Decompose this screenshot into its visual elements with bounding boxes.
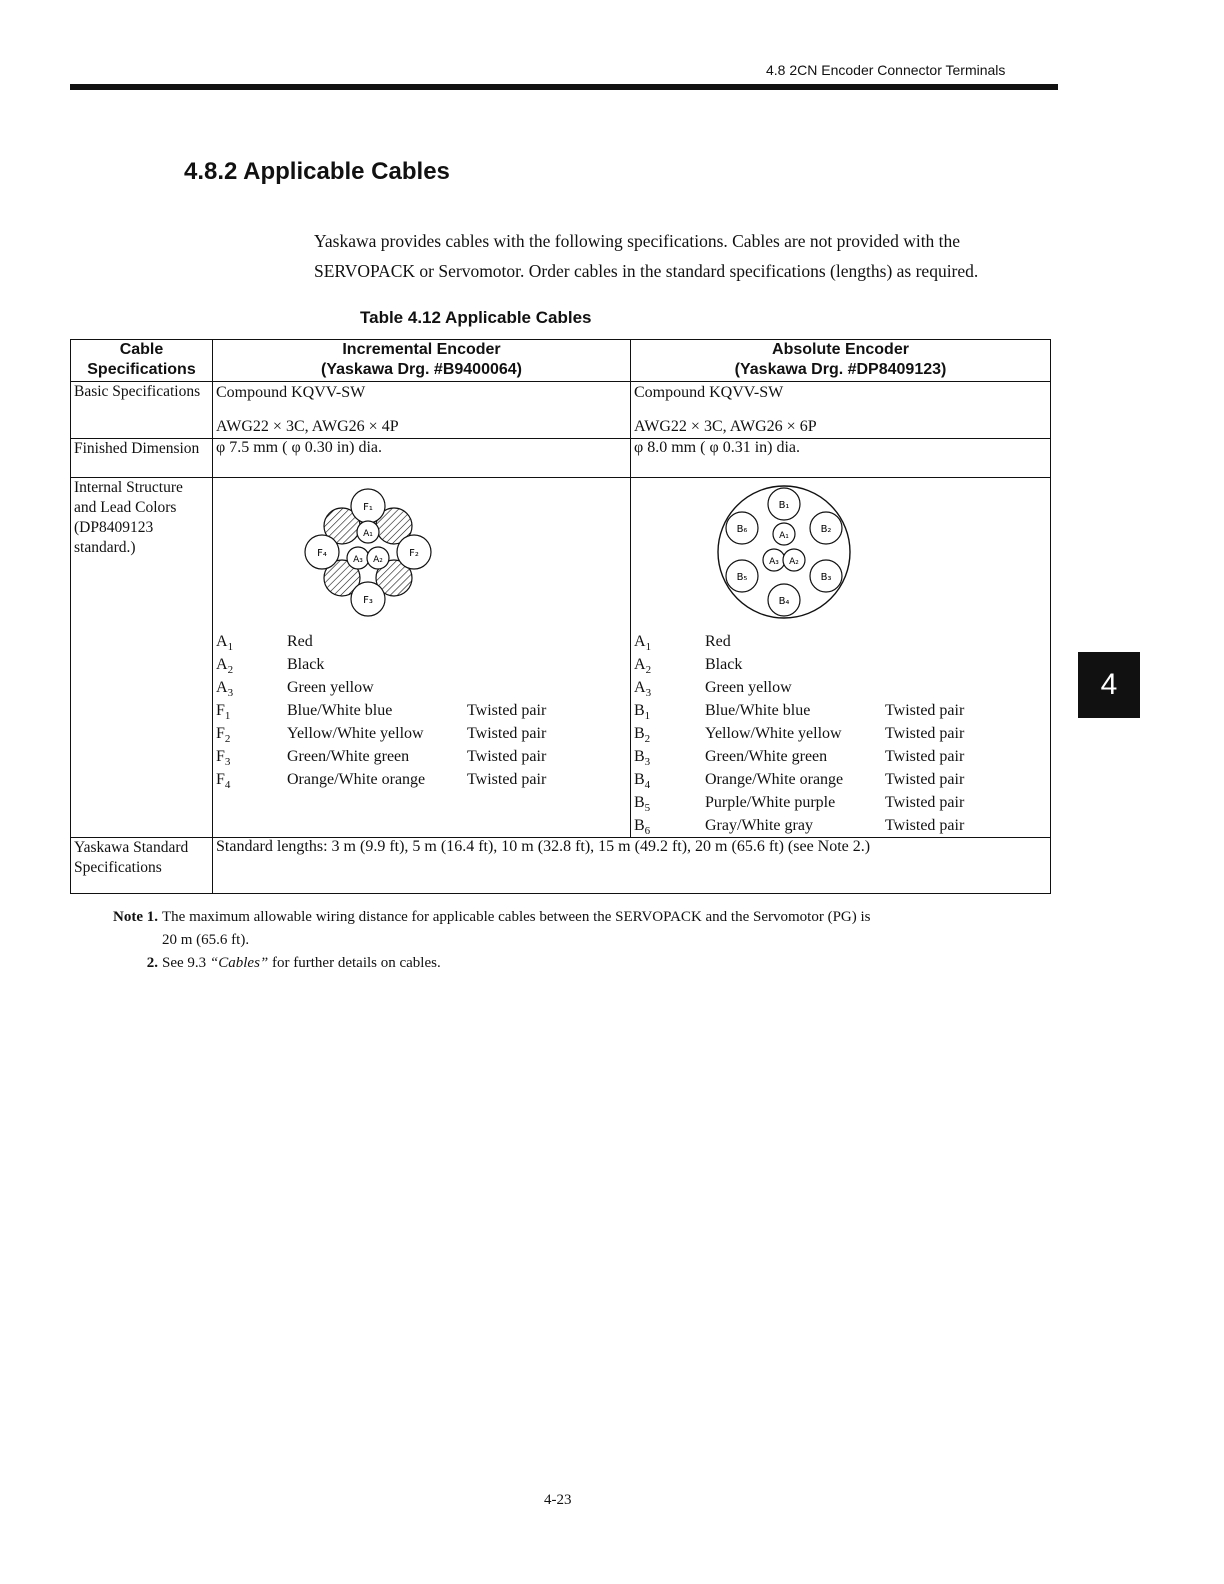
lead-code: $F_4$ <box>216 771 231 792</box>
cell-finished-incremental: φ 7.5 mm ( φ 0.30 in) dia. <box>213 439 631 478</box>
lead-row <box>634 791 1047 814</box>
cell-internal-incremental <box>213 478 631 838</box>
table-caption: Table 4.12 Applicable Cables <box>360 308 592 327</box>
lead-code: $B_2$ <box>634 725 651 746</box>
header-incremental: Incremental Encoder (Yaskawa Drg. #B9400064) <box>213 340 631 382</box>
row-label-internal: Internal Structure and Lead Colors (DP8409123 standard.) <box>71 478 213 838</box>
lead-pair: Twisted pair <box>885 771 965 788</box>
lead-color: Gray/White gray <box>705 817 813 834</box>
cell-finished-absolute: φ 8.0 mm ( φ 0.31 in) dia. <box>631 439 1051 478</box>
lead-color: Green yellow <box>705 679 792 696</box>
label-f2: F₂ <box>409 548 419 559</box>
label-f1: F₁ <box>363 502 373 513</box>
lead-color: Orange/White orange <box>705 771 844 788</box>
label-f3: F₃ <box>363 595 373 606</box>
lead-code: $A_1$ <box>216 633 234 654</box>
lead-pair: Twisted pair <box>885 748 965 765</box>
lead-color: Red <box>705 633 731 650</box>
lead-pair: Twisted pair <box>885 817 965 834</box>
lead-code: $A_1$ <box>634 633 652 654</box>
lead-row <box>216 630 627 653</box>
lead-color: Orange/White orange <box>287 771 426 788</box>
applicable-cables-table <box>70 339 1051 894</box>
incremental-lead-list <box>216 630 627 791</box>
lead-code: $B_4$ <box>634 771 651 792</box>
row-label-finished: Finished Dimension <box>71 439 213 478</box>
lead-code: $F_1$ <box>216 702 231 723</box>
label-b2: B₂ <box>820 524 832 535</box>
note-2 <box>100 952 880 975</box>
lead-code: $B_3$ <box>634 748 651 769</box>
table-row-standard <box>71 838 1051 894</box>
lead-row <box>634 630 1047 653</box>
lead-row <box>634 653 1047 676</box>
cell-basic-absolute: Compound KQVV-SW AWG22 × 3C, AWG26 × 6P <box>631 382 1051 439</box>
lead-color: Black <box>287 656 325 673</box>
intro-paragraph: Yaskawa provides cables with the following specifications. Cables are not provided with the SERVOPACK or Servomotor. Order cables in the standard specifications (lengths) as required. <box>314 231 979 281</box>
lead-pair: Twisted pair <box>467 748 547 765</box>
lead-code: $A_3$ <box>216 679 234 700</box>
header-rule <box>70 84 1058 90</box>
incremental-cable-cross-section <box>298 482 438 622</box>
lead-row <box>216 722 627 745</box>
lead-row <box>634 722 1047 745</box>
lead-row <box>216 653 627 676</box>
page-number: 4-23 <box>544 1492 572 1508</box>
lead-code: $B_5$ <box>634 794 651 815</box>
lead-color: Yellow/White yellow <box>287 725 424 742</box>
header-absolute: Absolute Encoder (Yaskawa Drg. #DP8409123) <box>631 340 1051 382</box>
lead-pair: Twisted pair <box>885 702 965 719</box>
lead-pair: Twisted pair <box>467 702 547 719</box>
label-a2: A₂ <box>373 555 383 565</box>
label-a3: A₃ <box>353 555 363 565</box>
label-b3: B₃ <box>820 572 832 583</box>
lead-row <box>634 676 1047 699</box>
lead-code: $A_2$ <box>634 656 652 677</box>
label-a2: A₂ <box>789 557 799 567</box>
note-1 <box>100 906 880 952</box>
lead-row <box>216 699 627 722</box>
label-a1: A₁ <box>363 529 373 539</box>
lead-row <box>216 745 627 768</box>
lead-row <box>216 768 627 791</box>
lead-code: $B_6$ <box>634 817 651 838</box>
absolute-lead-list <box>634 630 1047 837</box>
lead-color: Purple/White purple <box>705 794 836 811</box>
lead-pair <box>885 676 1005 699</box>
lead-pair <box>467 653 587 676</box>
lead-color: Green/White green <box>705 748 828 765</box>
label-b6: B₆ <box>736 524 748 535</box>
lead-color: Green yellow <box>287 679 374 696</box>
label-b4: B₄ <box>778 596 790 607</box>
cell-internal-absolute <box>631 478 1051 838</box>
label-f4: F₄ <box>317 548 327 559</box>
table-notes <box>100 906 880 975</box>
table-row-finished <box>71 439 1051 478</box>
cell-standard-lengths: Standard lengths: 3 m (9.9 ft), 5 m (16.4 ft), 10 m (32.8 ft), 15 m (49.2 ft), 20 m (65.6 ft) (see Note 2.) <box>213 838 1051 894</box>
lead-row <box>634 768 1047 791</box>
header-cable-spec: Cable Specifications <box>71 340 213 382</box>
label-b1: B₁ <box>778 500 790 511</box>
note-text: See 9.3 “Cables” for further details on cables. <box>162 955 441 971</box>
lead-row <box>634 814 1047 837</box>
note-label: 2. <box>146 955 158 971</box>
lead-pair <box>467 676 587 699</box>
lead-code: $F_3$ <box>216 748 231 769</box>
label-a3: A₃ <box>769 557 779 567</box>
lead-color: Yellow/White yellow <box>705 725 842 742</box>
table-row-basic <box>71 382 1051 439</box>
chapter-tab: 4 <box>1078 652 1140 718</box>
row-label-basic: Basic Specifications <box>71 382 213 439</box>
lead-code: $B_1$ <box>634 702 651 723</box>
lead-row <box>634 745 1047 768</box>
lead-row <box>634 699 1047 722</box>
lead-pair: Twisted pair <box>885 794 965 811</box>
label-b5: B₅ <box>736 572 748 583</box>
lead-pair <box>885 630 1005 653</box>
table-header-row <box>71 340 1051 382</box>
lead-color: Green/White green <box>287 748 410 765</box>
cell-basic-incremental: Compound KQVV-SW AWG22 × 3C, AWG26 × 4P <box>213 382 631 439</box>
lead-pair: Twisted pair <box>885 725 965 742</box>
lead-pair: Twisted pair <box>467 725 547 742</box>
note-label: Note 1. <box>113 909 158 925</box>
row-label-standard: Yaskawa Standard Specifications <box>71 838 213 894</box>
lead-code: $A_2$ <box>216 656 234 677</box>
section-title: 4.8.2 Applicable Cables <box>184 158 450 185</box>
lead-pair <box>467 630 587 653</box>
absolute-cable-cross-section <box>714 482 854 622</box>
lead-row <box>216 676 627 699</box>
lead-code: $A_3$ <box>634 679 652 700</box>
note-reference: “Cables” <box>209 955 269 971</box>
lead-code: $F_2$ <box>216 725 231 746</box>
note-text: The maximum allowable wiring distance for applicable cables between the SERVOPACK and the Servomotor (PG) is 20 m (65.6 ft). <box>162 909 871 948</box>
lead-color: Black <box>705 656 743 673</box>
lead-color: Red <box>287 633 313 650</box>
lead-color: Blue/White blue <box>287 702 393 719</box>
table-row-internal <box>71 478 1051 838</box>
lead-pair <box>885 653 1005 676</box>
lead-color: Blue/White blue <box>705 702 811 719</box>
label-a1: A₁ <box>779 531 789 541</box>
lead-pair: Twisted pair <box>467 771 547 788</box>
running-header: 4.8 2CN Encoder Connector Terminals <box>766 62 1006 78</box>
